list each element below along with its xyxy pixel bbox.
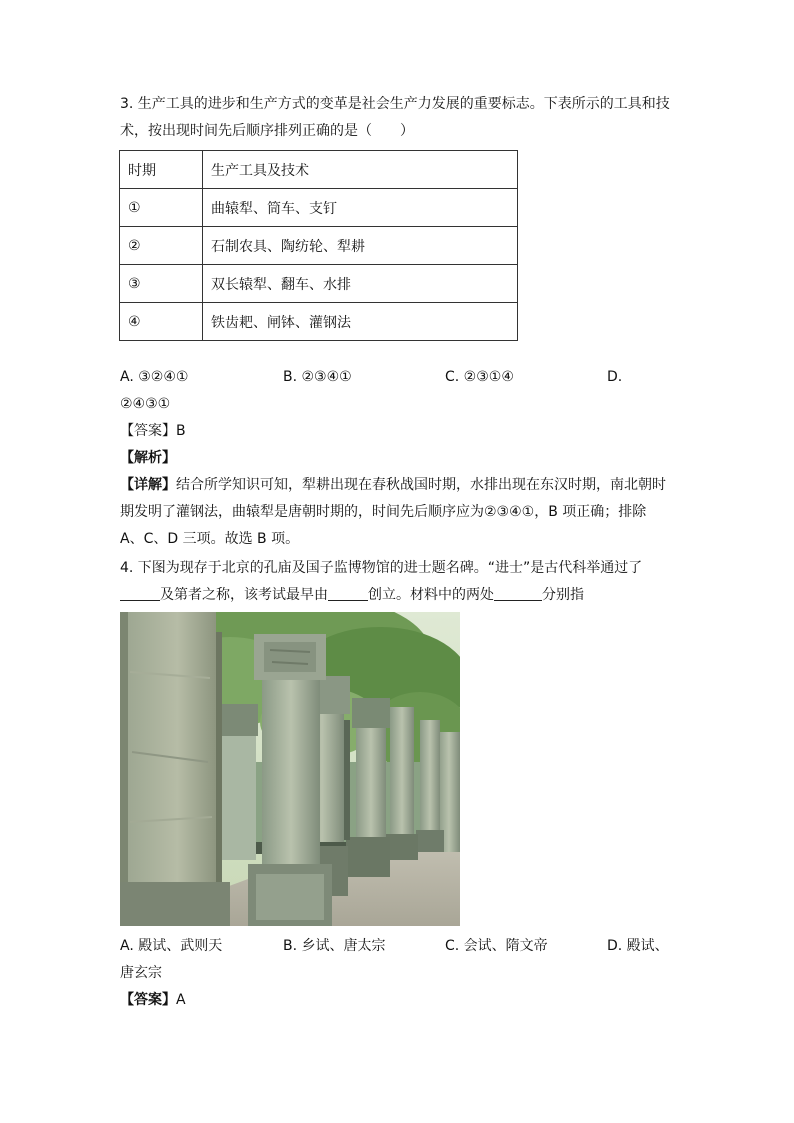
q3-detail-label: 【详解】 xyxy=(120,477,176,493)
q3-analysis-label: 【解析】 xyxy=(120,450,176,466)
q4-stem-line2 xyxy=(120,585,584,605)
table-cell: ④ xyxy=(120,303,203,341)
q4-answer-value: A xyxy=(176,992,186,1008)
q3-detail-line2: 期发明了灌钢法，曲辕犁是唐朝时期的，时间先后顺序应为②③④①，B 项正确；排除 xyxy=(120,504,647,520)
q3-stem-line2: 术，按出现时间先后顺序排列正确的是（ ） xyxy=(120,123,414,139)
table-header-row xyxy=(120,151,518,189)
table-cell: ① xyxy=(120,189,203,227)
blank-3[interactable] xyxy=(494,586,542,601)
q4-stem-part-c: 分别指 xyxy=(542,587,584,603)
q3-stem-line1: 3. 生产工具的进步和生产方式的变革是社会生产力发展的重要标志。下表所示的工具和技 xyxy=(120,96,670,112)
q3-option-d[interactable]: D. xyxy=(607,369,623,385)
q3-option-a[interactable]: A. ③②④① xyxy=(120,369,189,385)
table-row xyxy=(120,227,518,265)
table-row xyxy=(120,189,518,227)
table-header-cell: 生产工具及技术 xyxy=(203,151,518,189)
q4-option-d[interactable]: D. 殿试、 xyxy=(607,938,669,954)
q4-answer-label: 【答案】 xyxy=(120,992,176,1008)
q3-option-d-continued: ②④③① xyxy=(120,396,171,412)
q4-stem-part-a: 及第者之称，该考试最早由 xyxy=(160,587,328,603)
q4-option-d-continued: 唐玄宗 xyxy=(120,965,162,981)
table-cell: 曲辕犁、筒车、支钉 xyxy=(203,189,518,227)
table-cell: 双长辕犁、翻车、水排 xyxy=(203,265,518,303)
q4-stem-line1: 4. 下图为现存于北京的孔庙及国子监博物馆的进士题名碑。“进士”是古代科举通过了 xyxy=(120,560,643,576)
blank-2[interactable] xyxy=(328,586,368,601)
q4-stem-part-b: 创立。材料中的两处 xyxy=(368,587,494,603)
q3-detail-line3: A、C、D 三项。故选 B 项。 xyxy=(120,531,300,547)
table-header-cell: 时期 xyxy=(120,151,203,189)
q3-detail-text: 结合所学知识可知，犁耕出现在春秋战国时期，水排出现在东汉时期，南北朝时 xyxy=(176,477,666,493)
blank-1[interactable] xyxy=(120,586,160,601)
q4-option-c[interactable]: C. 会试、隋文帝 xyxy=(445,938,548,954)
q4-option-a[interactable]: A. 殿试、武则天 xyxy=(120,938,223,954)
table-cell: ② xyxy=(120,227,203,265)
q4-answer xyxy=(120,990,186,1010)
table-cell: 石制农具、陶纺轮、犁耕 xyxy=(203,227,518,265)
stone-steles-photo xyxy=(120,612,460,926)
q4-option-b[interactable]: B. 乡试、唐太宗 xyxy=(283,938,386,954)
table-row xyxy=(120,265,518,303)
table-row xyxy=(120,303,518,341)
table-cell: ③ xyxy=(120,265,203,303)
q3-option-c[interactable]: C. ②③①④ xyxy=(445,369,514,385)
q3-answer: 【答案】B xyxy=(120,423,186,439)
q3-table xyxy=(119,150,518,341)
q3-option-b[interactable]: B. ②③④① xyxy=(283,369,352,385)
table-cell: 铁齿耙、闸钵、灌钢法 xyxy=(203,303,518,341)
q3-detail-line1 xyxy=(120,475,666,495)
